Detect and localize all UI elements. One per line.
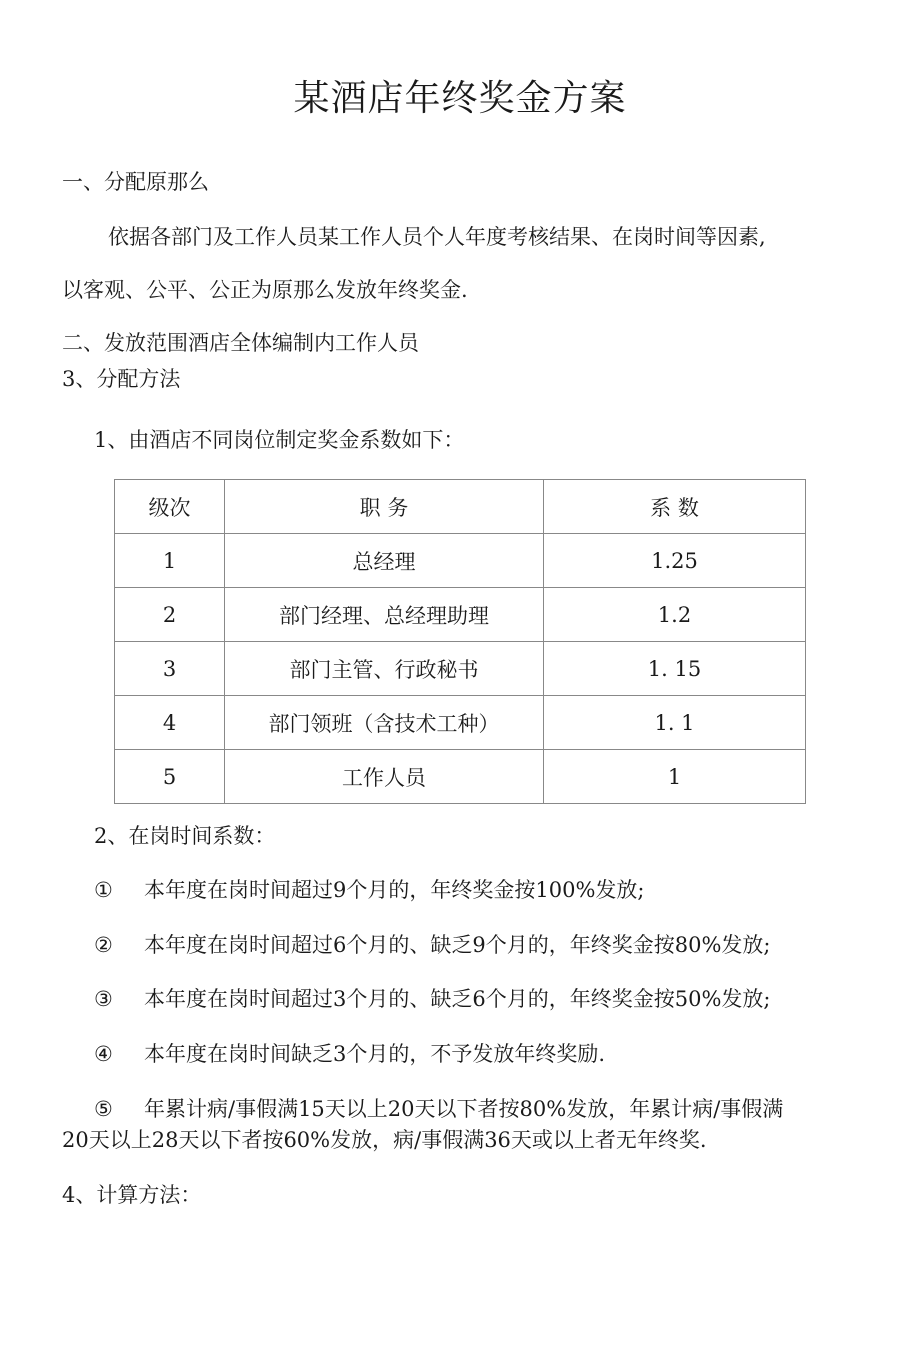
table-cell-coefficient: 1.2: [544, 588, 806, 642]
table-cell-level: 3: [115, 642, 225, 696]
table-cell-level: 4: [115, 696, 225, 750]
table-row: [115, 642, 806, 696]
list-item-text: 本年度在岗时间超过6个月的、缺乏9个月的，年终奖金按80%发放;: [144, 933, 771, 957]
list-item-number: ⑤: [94, 1097, 113, 1121]
table-cell-position: 工作人员: [225, 750, 544, 804]
table-cell-coefficient: 1. 15: [544, 642, 806, 696]
list-item-number: ③: [94, 987, 113, 1011]
list-item: [94, 874, 644, 904]
section-1-paragraph-line-2: 以客观、公平、公正为原那么发放年终奖金.: [62, 278, 468, 302]
section-3-subheading-2: 2、在岗时间系数：: [94, 824, 276, 848]
list-item: [94, 983, 770, 1013]
table-cell-position: 总经理: [225, 534, 544, 588]
section-2-heading: 二、发放范围酒店全体编制内工作人员: [62, 331, 419, 355]
coefficient-table: [114, 479, 806, 804]
table-cell-level: 1: [115, 534, 225, 588]
table-cell-position: 部门主管、行政秘书: [225, 642, 544, 696]
list-item-text: 本年度在岗时间超过9个月的，年终奖金按100%发放;: [144, 878, 645, 902]
list-item: [94, 1093, 783, 1123]
section-3-subheading-1: 1、由酒店不同岗位制定奖金系数如下：: [94, 428, 465, 452]
table-cell-level: 5: [115, 750, 225, 804]
table-row: [115, 534, 806, 588]
table-row: [115, 588, 806, 642]
list-item-continuation: 20天以上28天以下者按60%发放，病/事假满36天或以上者无年终奖.: [62, 1128, 707, 1152]
list-item-number: ②: [94, 933, 113, 957]
table-row: [115, 696, 806, 750]
table-header-row: [115, 480, 806, 534]
page-title: 某酒店年终奖金方案: [293, 78, 627, 119]
table-cell-coefficient: 1. 1: [544, 696, 806, 750]
section-1-heading: 一、分配原那么: [62, 170, 209, 194]
table-cell-coefficient: 1.25: [544, 534, 806, 588]
table-cell-position: 部门经理、总经理助理: [225, 588, 544, 642]
list-item-text: 本年度在岗时间缺乏3个月的，不予发放年终奖励.: [144, 1042, 606, 1066]
section-1-paragraph-line-1: 依据各部门及工作人员某工作人员个人年度考核结果、在岗时间等因素,: [108, 225, 766, 249]
section-4-heading: 4、计算方法：: [62, 1183, 202, 1207]
table-row: [115, 750, 806, 804]
table-cell-position: 部门领班（含技术工种）: [225, 696, 544, 750]
list-item: [94, 929, 770, 959]
list-item: [94, 1038, 605, 1068]
table-cell-level: 2: [115, 588, 225, 642]
table-header-cell: 职 务: [225, 480, 544, 534]
section-3-heading: 3、分配方法: [62, 367, 181, 391]
table-header-cell: 系 数: [544, 480, 806, 534]
table-cell-coefficient: 1: [544, 750, 806, 804]
list-item-number: ④: [94, 1042, 113, 1066]
list-item-text: 本年度在岗时间超过3个月的、缺乏6个月的，年终奖金按50%发放;: [144, 987, 771, 1011]
list-item-text: 年累计病/事假满15天以上20天以下者按80%发放，年累计病/事假满: [144, 1097, 784, 1121]
list-item-number: ①: [94, 878, 113, 902]
table-header-cell: 级次: [115, 480, 225, 534]
